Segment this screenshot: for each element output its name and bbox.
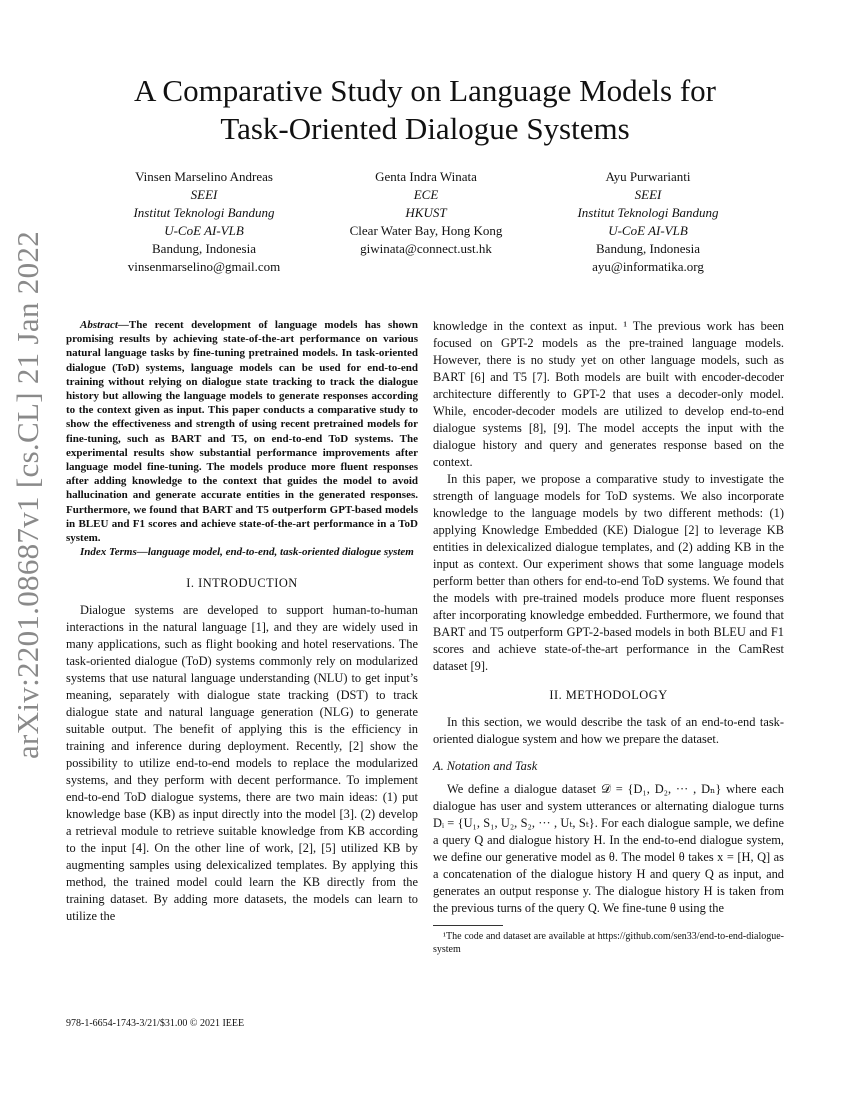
arxiv-stamp: arXiv:2201.08687v1 [cs.CL] 21 Jan 2022 (10, 230, 45, 760)
author-name: Genta Indra Winata (375, 169, 477, 184)
right-column (433, 318, 784, 956)
author-lab: U-CoE AI-VLB (164, 223, 244, 238)
author-location: Clear Water Bay, Hong Kong (349, 223, 503, 238)
author-lab: U-CoE AI-VLB (608, 223, 688, 238)
right-paragraph-2: In this paper, we propose a comparative study to investigate the strength of language models for ToD systems. We also incorporate knowledge to the language models by two different methods: (1) applying Knowledge Embedded (KE) Dialogue [2] to leverage KB entities in delexicalized dialogue templates, and (2) adding KB in the input as context. Our experiment shows that some language models perform better than others for end-to-end ToD systems. We found that the models with pre-trained models produce more fluent responses after incorporating knowledge embedded. Furthermore, we found that BART and T5 outperform GPT-2-based models in both BLEU and F1 scores and achieve state-of-the-art performance in the CamRest dataset [9]. (433, 472, 784, 673)
index-terms: Index Terms—language model, end-to-end, task-oriented dialogue system (80, 546, 414, 559)
author-dept: SEEI (190, 187, 218, 202)
title-line-1: A Comparative Study on Language Models for (133, 73, 716, 108)
copyright-notice: 978-1-6654-1743-3/21/$31.00 © 2021 IEEE (66, 1018, 245, 1029)
title-line-2: Task-Oriented Dialogue Systems (220, 111, 630, 146)
author-dept: ECE (413, 187, 439, 202)
abstract (66, 318, 418, 545)
abstract-text: The recent development of language models has shown promising results by achieving state-of-the-art performance on various natural language tasks by fine-tuning pretrained models. In task-oriented dialogue (ToD) systems, language models can be used for end-to-end training without relying on dialogue state tracking to track the dialogue history but allowing the language models to generate responses according to the context given as input. This paper conducts a comparative study to show the effectiveness and strength of using recent pretrained models for fine-tuning, such as BART and T5, on end-to-end ToD systems. The experimental results show substantial performance improvements after language model fine-tuning. The models produce more fluent responses after adding knowledge to the context that guides the model to avoid hallucination and generate accurate entities in the generated responses. Furthermore, we found that BART and T5 outperform GPT-based models in BLEU and F1 scores and achieve state-of-the-art performance in a ToD system. (66, 319, 418, 545)
author-dept: SEEI (634, 187, 662, 202)
author-3 (538, 168, 758, 276)
footnote-divider (433, 925, 503, 926)
author-2 (326, 168, 526, 258)
subsection-notation-heading: A. Notation and Task (433, 759, 538, 773)
paper-title (60, 72, 790, 148)
footnote[interactable]: ¹The code and dataset are available at https://github.com/sen33/end-to-end-dialogue-system (433, 931, 784, 955)
section-methodology-heading: II. METHODOLOGY (549, 688, 668, 702)
section-introduction-heading: I. INTRODUCTION (186, 576, 298, 591)
methodology-paragraph: In this section, we would describe the task of an end-to-end task-oriented dialogue system and how we prepare the dataset. (433, 715, 784, 746)
intro-paragraph: Dialogue systems are developed to support human-to-human interactions in the natural language [1], and they are widely used in many applications, such as flight booking and hotel reservations. The task-oriented dialogue (ToD) systems commonly rely on modularized systems that use natural language understanding (NLU) to get input’s meaning, separately with dialogue state tracking (DST) to track dialogue state and natural language generation (NLG) to generate suitable output. The benefit of applying this is the efficiency in training and inference during deployment. Recently, [2] show the possibility to utilize end-to-end models to replace the modularized systems, and they perform with decent performance. To implement end-to-end ToD dialogue systems, there are two main ideas: (1) put knowledge base (KB) as input directly into the model [3]. (2) develop a retrieval module to retrieve suitable knowledge from KB according to the input [4]. On the other line of work, [2], [5] utilized KB by augmenting samples using delexicalized templates. By applying this method, the trained model could learn the KB directly from the training dataset. By adding more datasets, the models can learn to utilize the (66, 603, 418, 924)
author-location: Bandung, Indonesia (152, 241, 256, 256)
author-inst: HKUST (405, 205, 447, 220)
author-email[interactable]: giwinata@connect.ust.hk (360, 241, 492, 256)
abstract-label: Abstract— (80, 319, 129, 331)
author-1 (104, 168, 304, 276)
right-paragraph-1: knowledge in the context as input. ¹ The previous work has been focused on GPT-2 models as the pre-trained language models. However, there is no study yet on other language models, such as BART [6] and T5 [7]. Both models are built with encoder-decoder architecture differently to GPT-2 that uses a decoder-only model. While, encoder-decoder models are utilized to develop end-to-end dialogue systems [8], [9]. The model accepts the input with the dialogue history and query and generates response based on the context. (433, 319, 784, 469)
author-name: Ayu Purwarianti (605, 169, 691, 184)
author-name: Vinsen Marselino Andreas (135, 169, 273, 184)
author-email[interactable]: vinsenmarselino@gmail.com (127, 259, 281, 274)
author-email[interactable]: ayu@informatika.org (592, 259, 704, 274)
author-inst: Institut Teknologi Bandung (133, 205, 275, 220)
author-inst: Institut Teknologi Bandung (577, 205, 719, 220)
left-column (66, 318, 418, 925)
author-location: Bandung, Indonesia (596, 241, 700, 256)
notation-paragraph: We define a dialogue dataset 𝒟 = {D₁, D₂, ··· , Dₙ} where each dialogue has user and system utterances or alternating dialogue turns Dᵢ = {U₁, S₁, U₂, S₂, ··· , Uₜ, Sₜ}. For each dialogue sample, we define a query Q and dialogue history H. In the end-to-end dialogue system, we define our generative model as θ. The model θ takes x = [H, Q] as a concatenation of the dialogue history H and query Q as input, and generates an output response y. The dialogue history H is taken from the previous turns of the query Q. We fine-tune θ using the (433, 782, 784, 915)
